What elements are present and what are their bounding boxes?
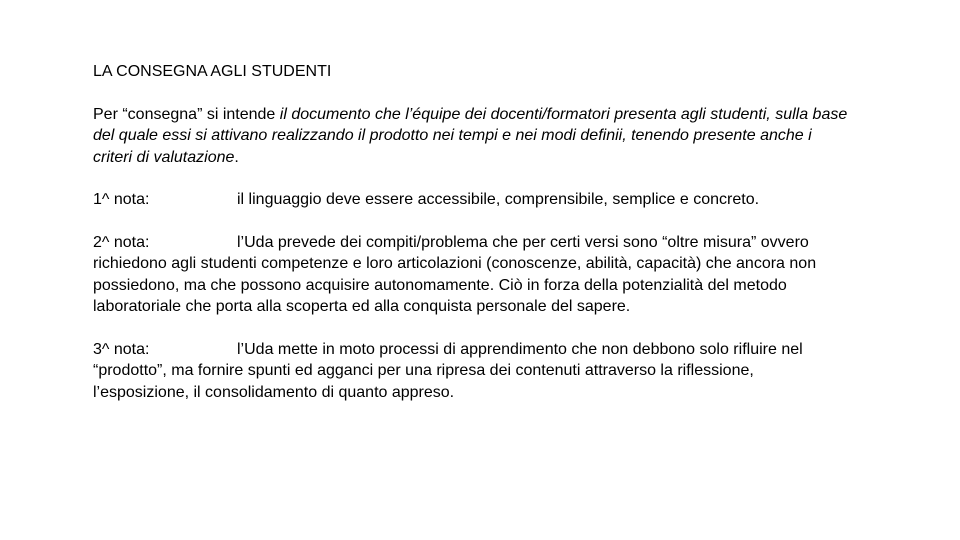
note-1-label-text: 1^ nota bbox=[93, 191, 145, 208]
note-1-text: il linguaggio deve essere accessibile, comprensibile, semplice e concreto. bbox=[237, 191, 760, 208]
note-1-label-colon: : bbox=[145, 191, 150, 208]
note-1-label bbox=[93, 189, 237, 211]
intro-end: . bbox=[234, 148, 239, 166]
note-2 bbox=[93, 232, 853, 318]
slide-title: LA CONSEGNA AGLI STUDENTI bbox=[93, 63, 332, 80]
note-3-text: l’Uda mette in moto processi di apprendimento che non debbono solo rifluire nel “prodotto”, ma fornire spunti ed agganci per una ripresa dei contenuti attraverso la riflessione, l’esposizione, il consolidamento di quanto appreso. bbox=[93, 340, 803, 401]
note-2-label-colon: : bbox=[145, 233, 150, 251]
note-2-label-text: 2^ nota bbox=[93, 233, 145, 251]
note-3-label-text: 3^ nota bbox=[93, 340, 145, 358]
intro-plain: Per “consegna” si intende bbox=[93, 105, 280, 123]
note-1 bbox=[93, 189, 853, 211]
intro-paragraph bbox=[93, 104, 853, 169]
note-2-label bbox=[93, 232, 237, 254]
note-3 bbox=[93, 339, 853, 404]
intro-italic: il documento che l’équipe dei docenti/formatori presenta agli studenti, sulla base del quale essi si attivano realizzando il prodotto nei tempi e nei modi definii, tenendo presente anche i criteri di valutazione bbox=[93, 105, 848, 166]
slide-content bbox=[93, 61, 853, 424]
note-3-label bbox=[93, 339, 237, 361]
note-3-label-colon: : bbox=[145, 340, 150, 358]
note-2-text: l’Uda prevede dei compiti/problema che per certi versi sono “oltre misura” ovvero richiedono agli studenti competenze e loro articolazioni (conoscenze, abilità, capacità) che ancora non possiedono, ma che possono acquisire autonomamente. Ciò in forza della potenzialità del metodo laboratoriale che porta alla scoperta ed alla conquista personale del sapere. bbox=[93, 233, 817, 315]
